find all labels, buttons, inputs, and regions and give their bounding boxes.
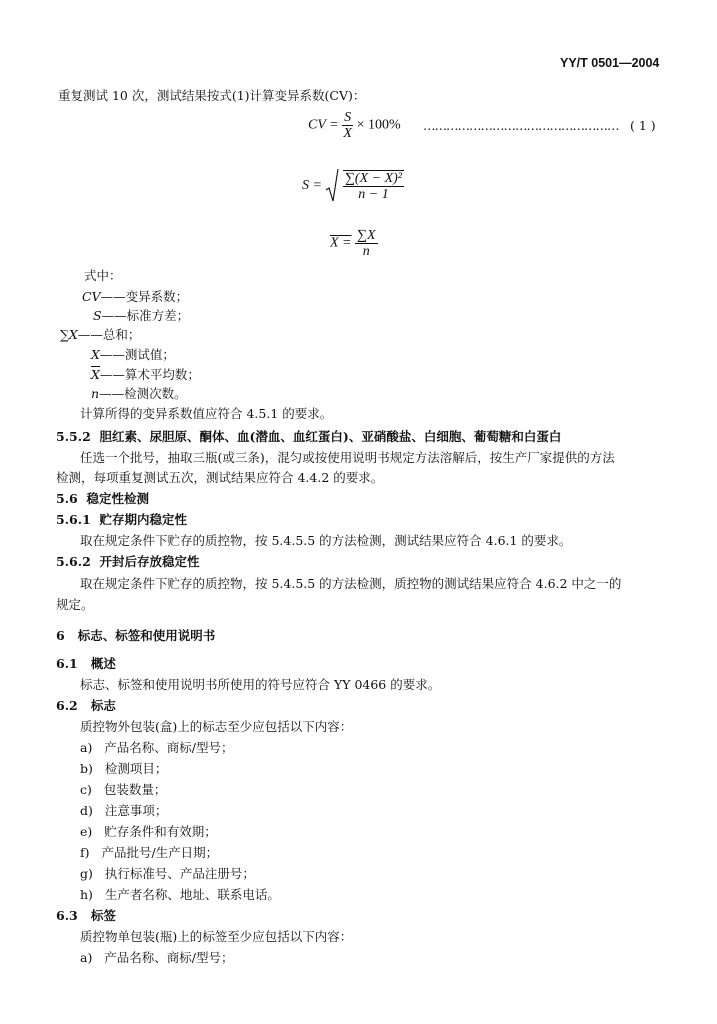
list-item [80, 824, 217, 840]
section-5-6-2-heading [56, 554, 200, 570]
list-item-text: 执行标准号、产品注册号； [104, 866, 255, 881]
list-item-marker: a) [80, 950, 93, 965]
formula-cv-leader-dots: …………………………………………… [423, 118, 619, 133]
section-6-3-para: 质控物单包装(瓶)上的标签至少应包括以下内容： [80, 929, 353, 944]
formula-cv-denominator: X [343, 126, 352, 141]
list-item-marker: g) [80, 866, 93, 881]
list-item-marker: d) [80, 803, 93, 818]
formula-s-fraction [343, 170, 404, 202]
definition-row [82, 289, 188, 305]
formula-mean-fraction [355, 228, 378, 259]
section-5-6-heading [56, 491, 149, 507]
section-number: 5.5.2 [56, 429, 91, 444]
definition-row [93, 308, 189, 324]
list-item [80, 761, 167, 777]
list-item-text: 产品名称、商标/型号； [104, 950, 234, 965]
formula-s-numerator: ∑(X − X)² [344, 171, 403, 186]
list-item-text: 注意事项； [104, 803, 168, 818]
list-item-marker: h) [80, 887, 93, 902]
list-item [80, 950, 233, 966]
section-5-6-2-para-cont: 规定。 [56, 597, 94, 612]
where-label: 式中： [84, 268, 122, 283]
list-item [80, 887, 280, 903]
list-item-text: 包装数量； [103, 782, 167, 797]
section-number: 6 [56, 628, 65, 643]
list-item-marker: f) [80, 845, 90, 860]
definition-text: ——变异系数； [100, 289, 189, 304]
formula-s-denominator: n − 1 [358, 187, 389, 202]
list-item-marker: a) [80, 740, 93, 755]
definition-symbol: S [93, 308, 102, 323]
section-title: 开封后存放稳定性 [99, 554, 200, 569]
section-title: 贮存期内稳定性 [99, 512, 188, 527]
section-title: 稳定性检测 [86, 491, 149, 506]
section-6-1-para: 标志、标签和使用说明书所使用的符号应符合 YY 0466 的要求。 [80, 677, 441, 692]
section-title: 胆红素、尿胆原、酮体、血(潜血、血红蛋白)、亚硝酸盐、白细胞、葡萄糖和白蛋白 [99, 429, 562, 444]
section-5-6-2-para: 取在规定条件下贮存的质控物，按 5.4.5.5 的方法检测，质控物的测试结果应符合 4.6.2 中之一的 [80, 576, 622, 591]
section-6-2-para: 质控物外包装(盒)上的标志至少应包括以下内容： [80, 719, 353, 734]
definition-symbol: $\overline{X}$ [91, 367, 100, 382]
definition-symbol: X [91, 347, 100, 362]
list-item-marker: b) [80, 761, 93, 776]
formula-cv-numerator: S [344, 110, 352, 125]
section-6-2-heading [56, 698, 116, 714]
section-5-6-1-para: 取在规定条件下贮存的质控物，按 5.4.5.5 的方法检测，测试结果应符合 4.6.1 的要求。 [80, 533, 572, 548]
definition-symbol: ∑X [60, 327, 78, 342]
section-5-5-2-para-cont: 检测，每项重复测试五次，测试结果应符合 4.4.2 的要求。 [56, 470, 384, 485]
radical-icon [325, 168, 339, 204]
section-title: 标志 [90, 698, 116, 713]
list-item-text: 产品批号/生产日期； [101, 845, 219, 860]
list-item-text: 生产者名称、地址、联系电话。 [104, 887, 280, 902]
formula-mean-denominator: n [362, 244, 370, 259]
section-number: 5.6 [56, 491, 78, 506]
formula-cv-equation-number: ( 1 ) [630, 118, 656, 133]
list-item-text: 贮存条件和有效期； [104, 824, 217, 839]
formula-mean-lhs: X = [330, 235, 352, 251]
definition-symbol: n [91, 386, 100, 401]
formula-cv [308, 110, 401, 141]
section-title: 概述 [90, 656, 116, 671]
section-title: 标签 [90, 908, 116, 923]
list-item [80, 866, 255, 882]
list-item [80, 845, 218, 861]
section-title: 标志、标签和使用说明书 [77, 628, 216, 643]
section-number: 6.3 [56, 908, 78, 923]
definition-text: ——检测次数。 [99, 386, 187, 401]
intro-line: 重复测试 10 次，测试结果按式(1)计算变异系数(CV)： [58, 88, 366, 103]
list-item-marker: c) [80, 782, 92, 797]
list-item [80, 782, 166, 798]
formula-mean-numerator: ∑X [357, 228, 376, 243]
section-number: 6.2 [56, 698, 78, 713]
definition-text: ——总和； [77, 327, 141, 342]
definition-symbol: CV [82, 289, 101, 304]
formula-s [302, 168, 404, 204]
section-6-3-heading [56, 908, 116, 924]
formula-mean [330, 228, 378, 259]
list-item-marker: e) [80, 824, 93, 839]
definition-row [60, 327, 140, 343]
formula-s-lhs: S = [302, 178, 322, 194]
section-6-heading [56, 628, 215, 644]
list-item [80, 803, 167, 819]
formula-cv-fraction [342, 110, 353, 141]
formula-cv-lhs: CV = [308, 117, 339, 133]
section-5-5-2-heading [56, 429, 561, 445]
definition-text: ——测试值； [99, 347, 175, 362]
section-6-1-heading [56, 656, 116, 672]
definition-row [91, 386, 187, 402]
definition-text: ——算术平均数； [99, 367, 200, 382]
list-item-text: 产品名称、商标/型号； [104, 740, 234, 755]
section-number: 5.6.1 [56, 512, 91, 527]
section-5-6-1-heading [56, 512, 187, 528]
definition-row [91, 347, 175, 363]
section-number: 5.6.2 [56, 554, 91, 569]
section-number: 6.1 [56, 656, 78, 671]
formula-cv-rhs: × 100% [356, 117, 401, 133]
definition-text: ——标准方差； [101, 308, 190, 323]
list-item [80, 740, 233, 756]
standard-number-header: YY/T 0501—2004 [560, 56, 660, 70]
calc-requirement: 计算所得的变异系数值应符合 4.5.1 的要求。 [80, 406, 333, 421]
section-5-5-2-para: 任选一个批号，抽取三瓶(或三条)，混匀或按使用说明书规定方法溶解后，按生产厂家提供的方法 [80, 450, 615, 465]
definition-row [91, 367, 200, 383]
list-item-text: 检测项目； [104, 761, 168, 776]
